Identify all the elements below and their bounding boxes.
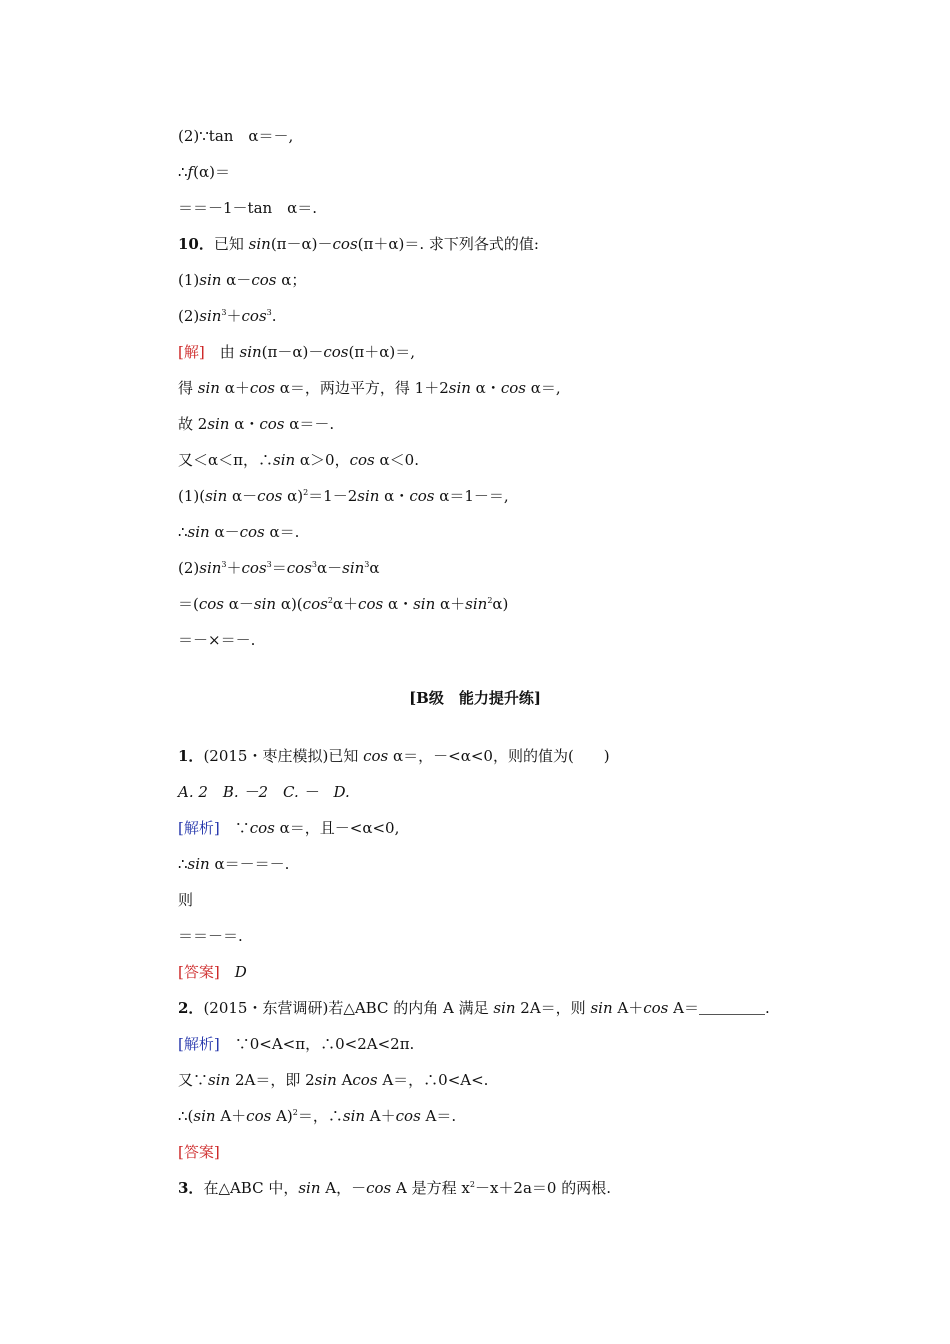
text: (π－α)－ <box>270 235 333 253</box>
p2-analysis: [解析] ∵0<A<π，∴0<2A<2π. <box>178 1035 415 1053</box>
sol-line-4: 又＜α＜π，∴sin α＞0，cos α＜0. <box>178 451 419 469</box>
sol-line-9: ＝－×＝－. <box>178 631 256 649</box>
text: 则 <box>178 891 194 909</box>
line-1 <box>178 126 293 146</box>
text: 已知 <box>213 235 249 253</box>
options: A. 2 B. －2 C. － D. <box>178 783 350 801</box>
p10-part1: (1)sin α－cos α； <box>178 271 307 289</box>
text: (α)＝ <box>193 163 230 181</box>
sol-line-8: ＝(cos α－sin $\alpha)(\cos^2\alpha+\cos$ α・$\sin \alpha+\sin^2\alpha$) <box>178 595 509 613</box>
text: f <box>187 163 194 181</box>
p2-answer <box>178 1142 220 1162</box>
p1-answer <box>178 962 247 982</box>
problem-number: 2． <box>178 999 204 1017</box>
problem-number: 3． <box>178 1179 204 1197</box>
p1-analysis: [解析] ∵cos α＝，且－<α<0, <box>178 819 400 837</box>
text: (2)∵tan α＝－, <box>178 127 294 145</box>
problem-2: 2．(2015・东营调研)若△ABC 的内角 A 满足 sin 2A＝，则 sin A＋cos A＝ . <box>178 999 770 1017</box>
problem-1: 1．(2015・枣庄模拟)已知 cos α＝，－<α<0，则的值为( ) <box>178 747 610 765</box>
answer-tag: [答案] <box>178 1143 220 1161</box>
line-3 <box>178 198 317 218</box>
sol-line-6: ∴sin α－cos α＝. <box>178 523 300 541</box>
p1-line-3 <box>178 890 193 910</box>
problem-3: 3．在△ABC 中，sin A，－cos A 是方程 $x^2-x+2a=0$ 的两根. <box>178 1179 611 1197</box>
analysis-tag: [解析] <box>178 819 220 837</box>
p1-options <box>178 782 350 802</box>
answer-value: D <box>234 963 247 981</box>
sol-line-3: 故 2sin α・cos α＝－. <box>178 415 335 433</box>
text: ＝＝－1－tan α＝. <box>178 199 318 217</box>
section-heading: [B级 能力提升练] <box>409 689 541 707</box>
solution-tag: [解] <box>178 343 205 361</box>
problem-number: 1． <box>178 747 204 765</box>
p10-part2: $(2)\sin^3+\cos^3$. <box>178 307 277 325</box>
p1-line-2: ∴sin α＝－＝－. <box>178 855 290 873</box>
text: (π＋α)＝. 求下列各式的值: <box>357 235 539 253</box>
answer-tag: [答案] <box>178 963 220 981</box>
sol-line-7: $(2)\sin^3+\cos^3=\cos^3\alpha-\sin^3\alpha$ <box>178 559 380 577</box>
problem-10: 10．已知 sin(π－α)－cos(π＋α)＝. 求下列各式的值: <box>178 235 539 253</box>
line-2: ∴f(α)＝ <box>178 163 230 181</box>
p1-line-4 <box>178 926 243 946</box>
answer-blank <box>699 1000 765 1015</box>
analysis-tag: [解析] <box>178 1035 220 1053</box>
p2-line-3: ∴(sin A＋cos A)$^2$＝，∴sin A＋cos A＝. <box>178 1107 457 1125</box>
sol-line-2: 得 sin α＋cos α＝，两边平方，得 1＋2sin α・cos α＝, <box>178 379 561 397</box>
p2-line-2: 又∵sin 2A＝，即 2sin Acos A＝，∴0<A<. <box>178 1071 489 1089</box>
problem-number: 10． <box>178 235 214 253</box>
sol-line-5: (1)(sin α－cos α)$^2$＝1－2sin α・cos α＝1－＝, <box>178 487 509 505</box>
solution-start: [解] 由 sin(π－α)－cos(π＋α)＝, <box>178 343 415 361</box>
text: ＝＝－＝. <box>178 927 243 945</box>
